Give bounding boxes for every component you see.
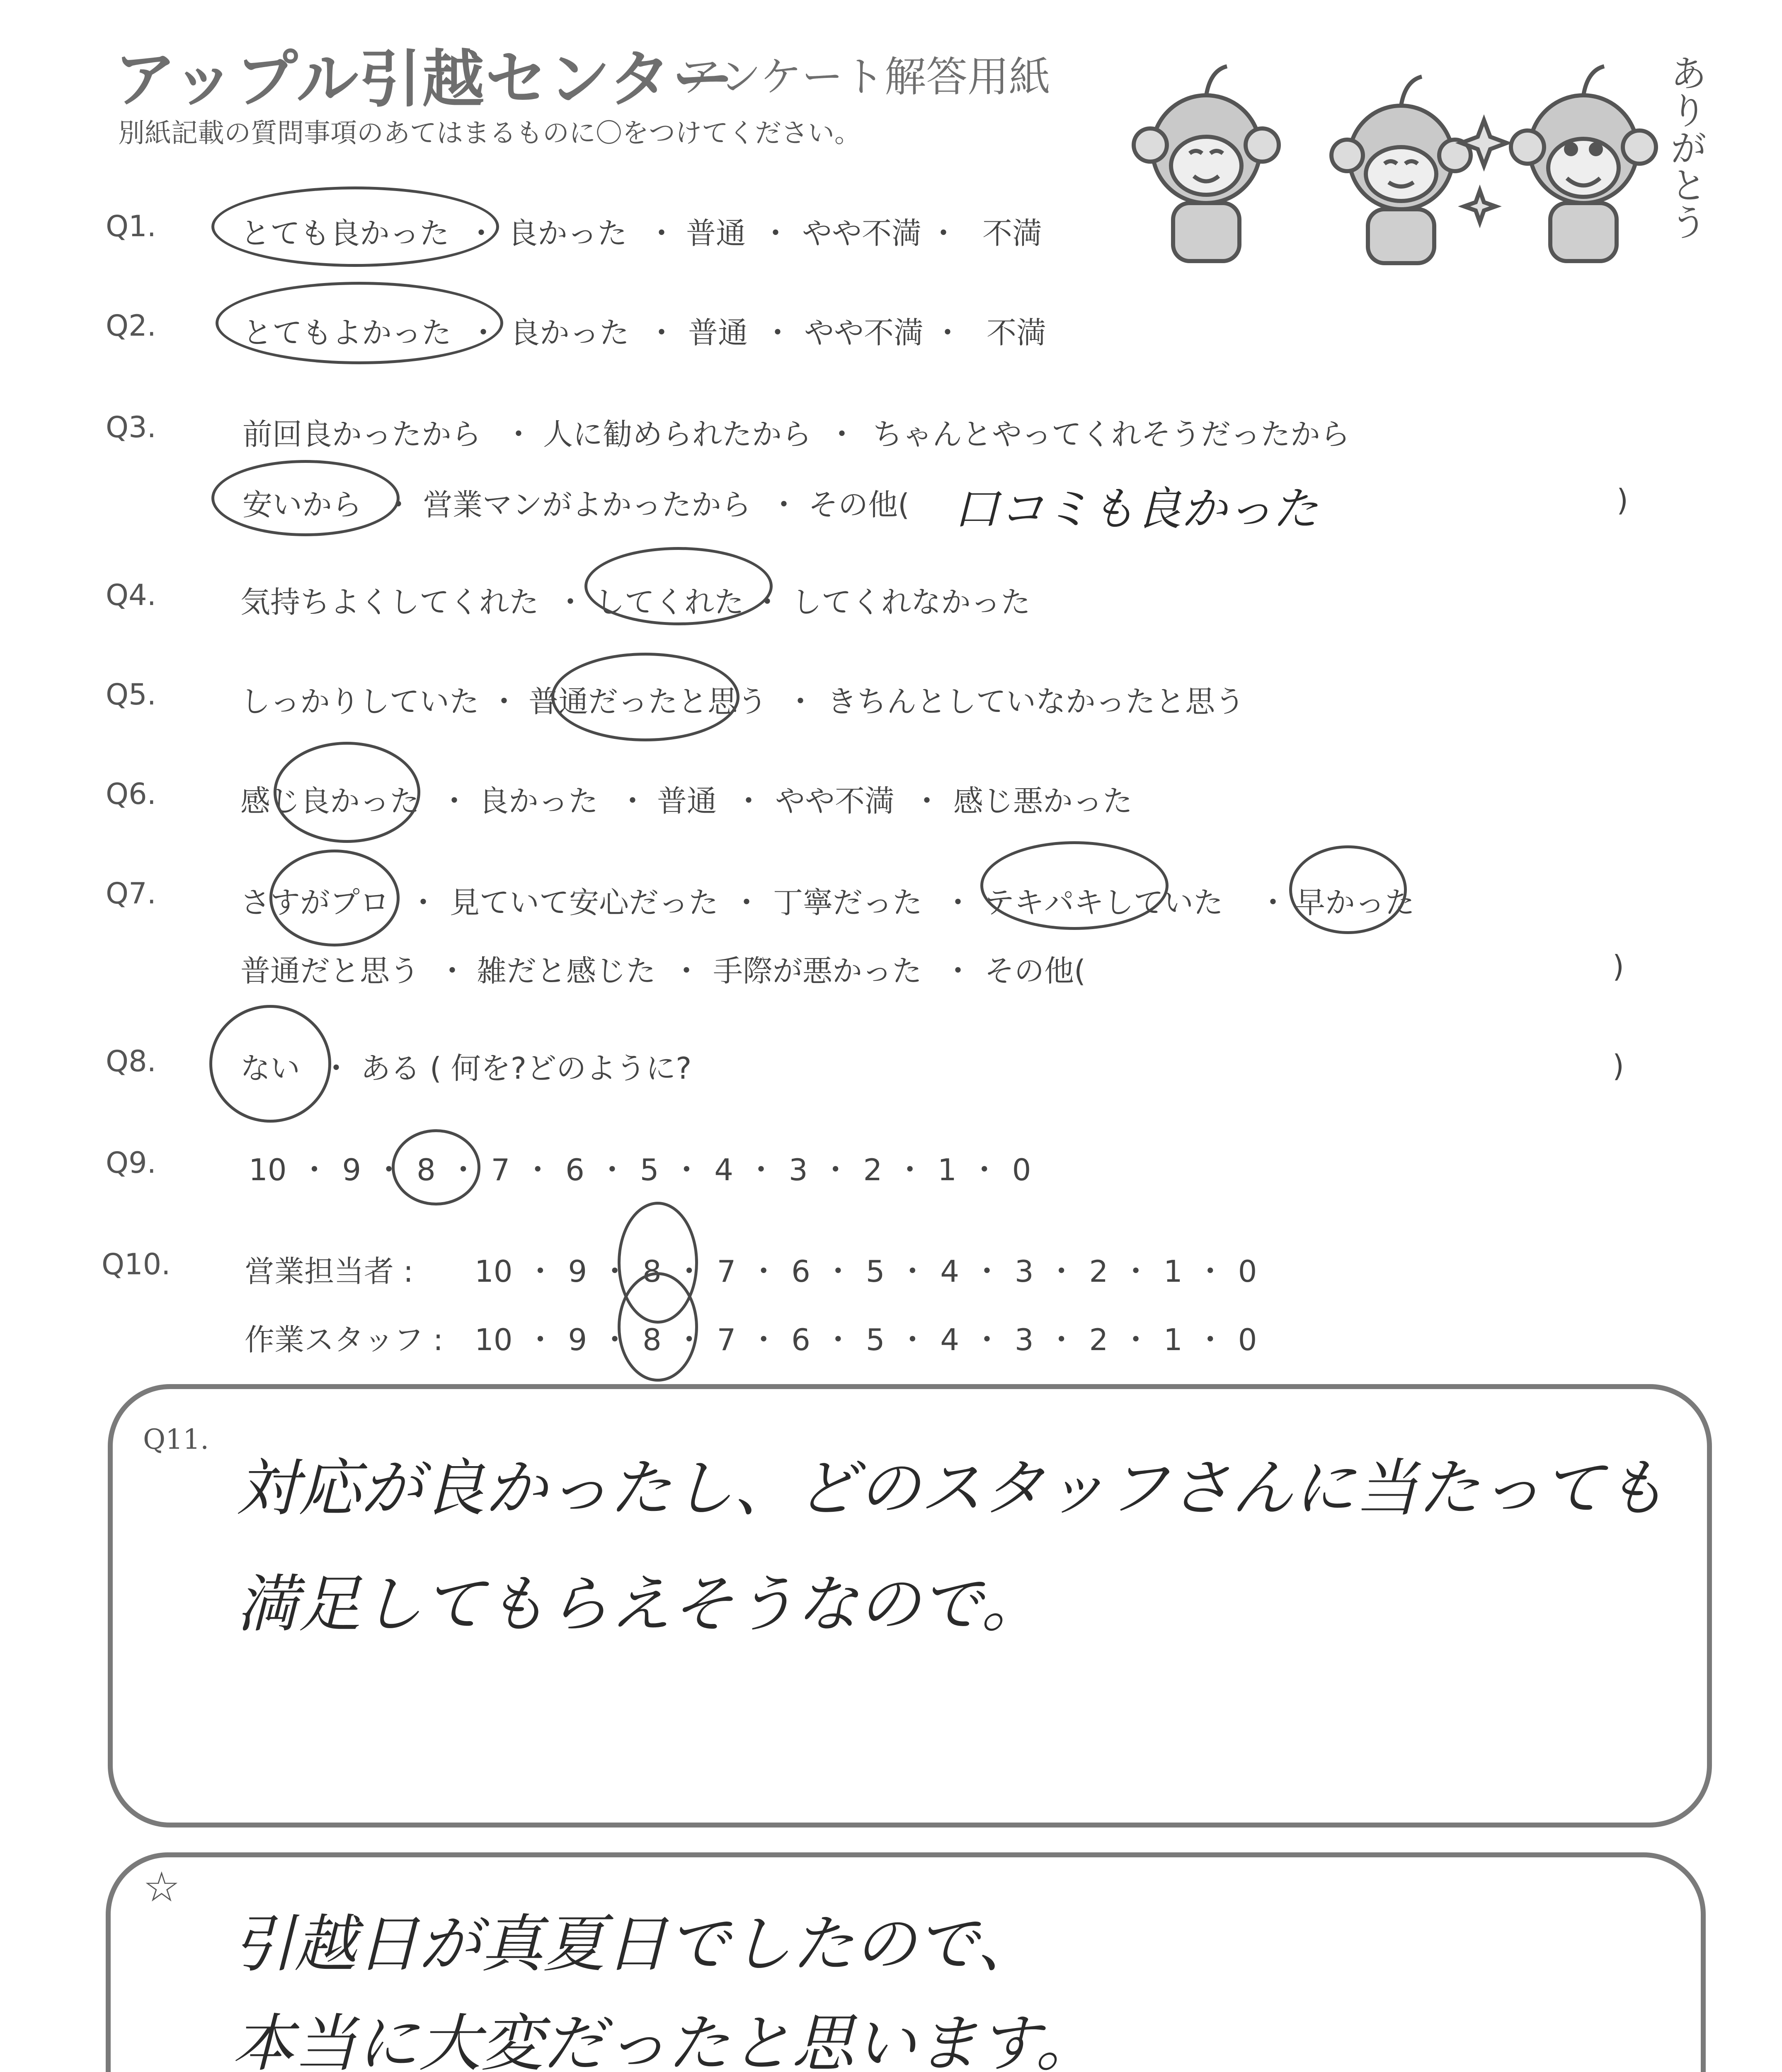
q7-option-1[interactable]: さすがプロ xyxy=(240,885,390,920)
q7-option-6[interactable]: 普通だと思う xyxy=(240,954,420,988)
q7-option-2[interactable]: 見ていて安心だった xyxy=(450,885,719,920)
q8-option-1[interactable]: ない xyxy=(240,1051,301,1086)
q2-option-5[interactable]: 不満 xyxy=(987,315,1047,350)
q3-option-other[interactable]: その他( xyxy=(808,487,910,522)
q7-option-7[interactable]: 雑だと感じた xyxy=(477,954,656,988)
q2-option-3[interactable]: 普通 xyxy=(688,315,748,350)
q6-selection-circle xyxy=(274,742,420,843)
q10-row2-selection-circle xyxy=(618,1272,698,1382)
q1-option-4[interactable]: やや不満 xyxy=(802,216,922,251)
q6-label: Q6. xyxy=(106,777,156,811)
q3-option-2[interactable]: 人に勧められたから xyxy=(543,417,812,452)
q3-option-3[interactable]: ちゃんとやってくれそうだったから xyxy=(873,417,1350,452)
q8-option-2[interactable]: ある ( 何を?どのように? xyxy=(361,1051,692,1086)
q1-option-2[interactable]: 良かった xyxy=(508,216,628,251)
mascot-illustration xyxy=(1119,54,1720,269)
q11-comment-line2: 満足してもらえそうなので。 xyxy=(236,1569,1044,1641)
q7-selection-circle-1 xyxy=(269,850,400,946)
q6-option-3[interactable]: 普通 xyxy=(657,784,717,818)
q9-scale[interactable]: 10 ・ 9 ・ 8 ・ 7 ・ 6 ・ 5 ・ 4 ・ 3 ・ 2 ・ 1 ・ 0 xyxy=(249,1152,1031,1187)
q5-selection-circle xyxy=(551,653,739,741)
q7-option-5[interactable]: 早かった xyxy=(1295,885,1415,920)
q7-close-paren: ) xyxy=(1612,949,1624,984)
q7-label: Q7. xyxy=(106,876,156,910)
q7-option-4[interactable]: テキパキしていた xyxy=(984,885,1224,920)
q3-option-4[interactable]: 安いから xyxy=(242,487,362,522)
q3-close-paren: ) xyxy=(1617,483,1629,518)
q3-option-1[interactable]: 前回良かったから xyxy=(242,417,482,452)
q3-selection-circle xyxy=(211,460,400,536)
q2-selection-circle xyxy=(216,282,503,364)
q2-label: Q2. xyxy=(106,309,156,343)
q5-option-3[interactable]: きちんとしていなかったと思う xyxy=(827,684,1245,719)
q6-option-4[interactable]: やや不満 xyxy=(775,784,895,818)
q5-option-1[interactable]: しっかりしていた xyxy=(240,684,480,719)
free-comment-line2: 本当に大変だったと思います。 xyxy=(232,2008,1098,2072)
q8-label: Q8. xyxy=(106,1044,156,1078)
q1-label: Q1. xyxy=(106,209,156,243)
company-name: アップル引越センター xyxy=(114,44,735,116)
q10-row1-scale[interactable]: 10 ・ 9 ・ 8 ・ 7 ・ 6 ・ 5 ・ 4 ・ 3 ・ 2 ・ 1 ・ 0 xyxy=(475,1254,1257,1289)
q10-label: Q10. xyxy=(102,1247,171,1281)
q7-option-8[interactable]: 手際が悪かった xyxy=(713,954,922,988)
q7-option-3[interactable]: 丁寧だった xyxy=(773,885,923,920)
q1-option-1[interactable]: とても良かった xyxy=(240,216,450,251)
form-title: アンケート解答用紙 xyxy=(680,53,1050,101)
q2-option-4[interactable]: やや不満 xyxy=(804,315,924,350)
q7-selection-circle-3 xyxy=(1289,845,1407,934)
q5-option-2[interactable]: 普通だったと思う xyxy=(529,684,768,719)
q11-label: Q11. xyxy=(143,1423,209,1455)
q4-option-3[interactable]: してくれなかった xyxy=(792,585,1031,620)
q7-selection-circle-2 xyxy=(980,841,1169,930)
q3-option-5[interactable]: 営業マンがよかったから xyxy=(423,487,752,522)
q8-selection-circle xyxy=(209,1005,331,1123)
q3-other-handwritten: 口コミも良かった xyxy=(953,482,1318,535)
q4-label: Q4. xyxy=(106,578,156,612)
q1-selection-circle xyxy=(211,186,499,267)
q1-option-3[interactable]: 普通 xyxy=(686,216,746,251)
q1-option-5[interactable]: 不満 xyxy=(982,216,1043,251)
q6-option-2[interactable]: 良かった xyxy=(479,784,599,818)
q10-row1-name: 営業担当者 : xyxy=(245,1254,414,1289)
q7-option-other[interactable]: その他( xyxy=(984,954,1086,988)
q5-label: Q5. xyxy=(106,678,156,712)
q8-close-paren: ) xyxy=(1612,1048,1624,1083)
q4-selection-circle xyxy=(584,547,773,625)
q11-comment-line1: 対応が良かったし、どのスタッフさんに当たっても xyxy=(236,1452,1667,1525)
q6-option-5[interactable]: 感じ悪かった xyxy=(953,784,1133,818)
q6-option-1[interactable]: 感じ良かった xyxy=(240,784,420,818)
mascot-caption: ありがとう xyxy=(1663,54,1707,240)
q2-option-1[interactable]: とてもよかった xyxy=(242,315,452,350)
q9-label: Q9. xyxy=(106,1146,156,1180)
star-icon: ☆ xyxy=(143,1863,180,1911)
instructions: 別紙記載の質問事項のあてはまるものに〇をつけてください。 xyxy=(118,118,861,149)
q4-option-1[interactable]: 気持ちよくしてくれた xyxy=(240,585,539,620)
free-comment-line1: 引越日が真夏日でしたので、 xyxy=(232,1908,1040,1980)
q10-row2-name: 作業スタッフ : xyxy=(245,1322,444,1357)
q3-label: Q3. xyxy=(106,410,156,444)
q10-row2-scale[interactable]: 10 ・ 9 ・ 8 ・ 7 ・ 6 ・ 5 ・ 4 ・ 3 ・ 2 ・ 1 ・ 0 xyxy=(475,1322,1257,1357)
q2-option-2[interactable]: 良かった xyxy=(510,315,630,350)
q4-option-2[interactable]: してくれた xyxy=(595,585,744,620)
q9-selection-circle xyxy=(392,1129,480,1205)
